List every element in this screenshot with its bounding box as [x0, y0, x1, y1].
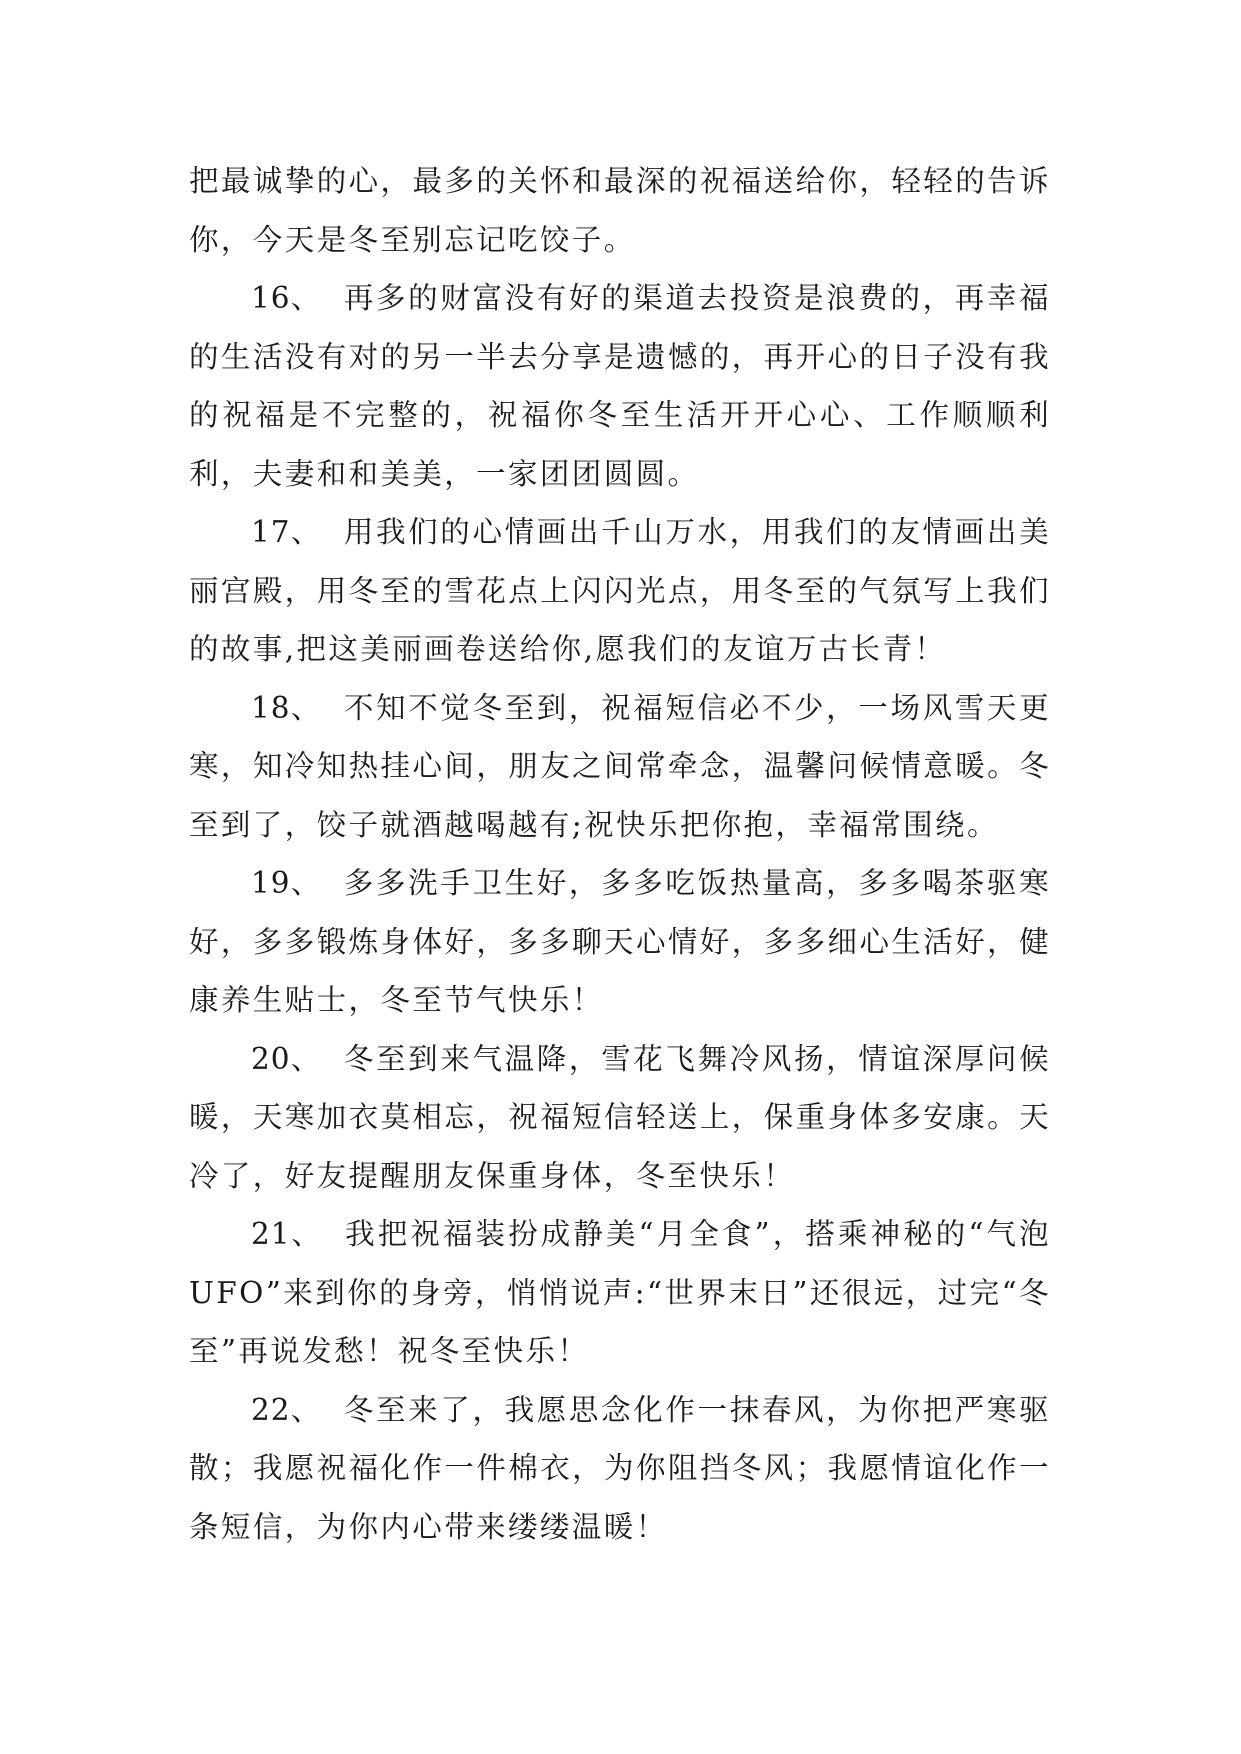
paragraph-number: 21、	[251, 1217, 323, 1251]
paragraph-text: 我把祝福装扮成静美“月全食”，搭乘神秘的“气泡UFO”来到你的身旁，悄悄说声:“世界末日”还很远，过完“冬至”再说发愁！祝冬至快乐！	[189, 1217, 1051, 1368]
paragraph-text: 冬至来了，我愿思念化作一抹春风，为你把严寒驱散；我愿祝福化作一件棉衣，为你阻挡冬风；我愿情谊化作一条短信，为你内心带来缕缕温暖！	[189, 1392, 1051, 1544]
paragraph-number: 17、	[251, 515, 322, 549]
paragraph-17	[189, 503, 1051, 679]
paragraph-number: 18、	[251, 690, 322, 725]
paragraph-text: 不知不觉冬至到，祝福短信必不少，一场风雪天更寒，知冷知热挂心间，朋友之间常牵念，温馨问候情意暖。冬至到了，饺子就酒越喝越有;祝快乐把你抱，幸福常围绕。	[189, 690, 1051, 842]
paragraph-text: 把最诚挚的心，最多的关怀和最深的祝福送给你，轻轻的告诉你，今天是冬至别忘记吃饺子。	[189, 164, 1051, 257]
paragraph-22	[189, 1381, 1051, 1557]
paragraph-text: 用我们的心情画出千山万水，用我们的友情画出美丽宫殿，用冬至的雪花点上闪闪光点，用冬至的气氛写上我们的故事,把这美丽画卷送给你,愿我们的友谊万古长青！	[189, 515, 1051, 666]
paragraph-21	[189, 1205, 1051, 1381]
paragraph-continued	[189, 152, 1051, 269]
paragraph-18	[189, 679, 1051, 855]
paragraph-number: 16、	[251, 281, 322, 315]
paragraph-19	[189, 854, 1051, 1030]
paragraph-20	[189, 1030, 1051, 1206]
paragraph-number: 19、	[251, 866, 322, 900]
paragraph-text: 冬至到来气温降，雪花飞舞冷风扬，情谊深厚问候暖，天寒加衣莫相忘，祝福短信轻送上，保重身体多安康。天冷了，好友提醒朋友保重身体，冬至快乐！	[189, 1041, 1051, 1193]
paragraph-number: 20、	[251, 1041, 322, 1076]
paragraph-text: 多多洗手卫生好，多多吃饭热量高，多多喝茶驱寒好，多多锻炼身体好，多多聊天心情好，多多细心生活好，健康养生贴士，冬至节气快乐！	[189, 866, 1051, 1017]
paragraph-16	[189, 269, 1051, 503]
paragraph-text: 再多的财富没有好的渠道去投资是浪费的，再幸福的生活没有对的另一半去分享是遗憾的，再开心的日子没有我的祝福是不完整的，祝福你冬至生活开开心心、工作顺顺利利，夫妻和和美美，一家团团圆圆。	[189, 281, 1051, 491]
paragraph-number: 22、	[251, 1392, 322, 1427]
document-body	[189, 152, 1051, 1556]
